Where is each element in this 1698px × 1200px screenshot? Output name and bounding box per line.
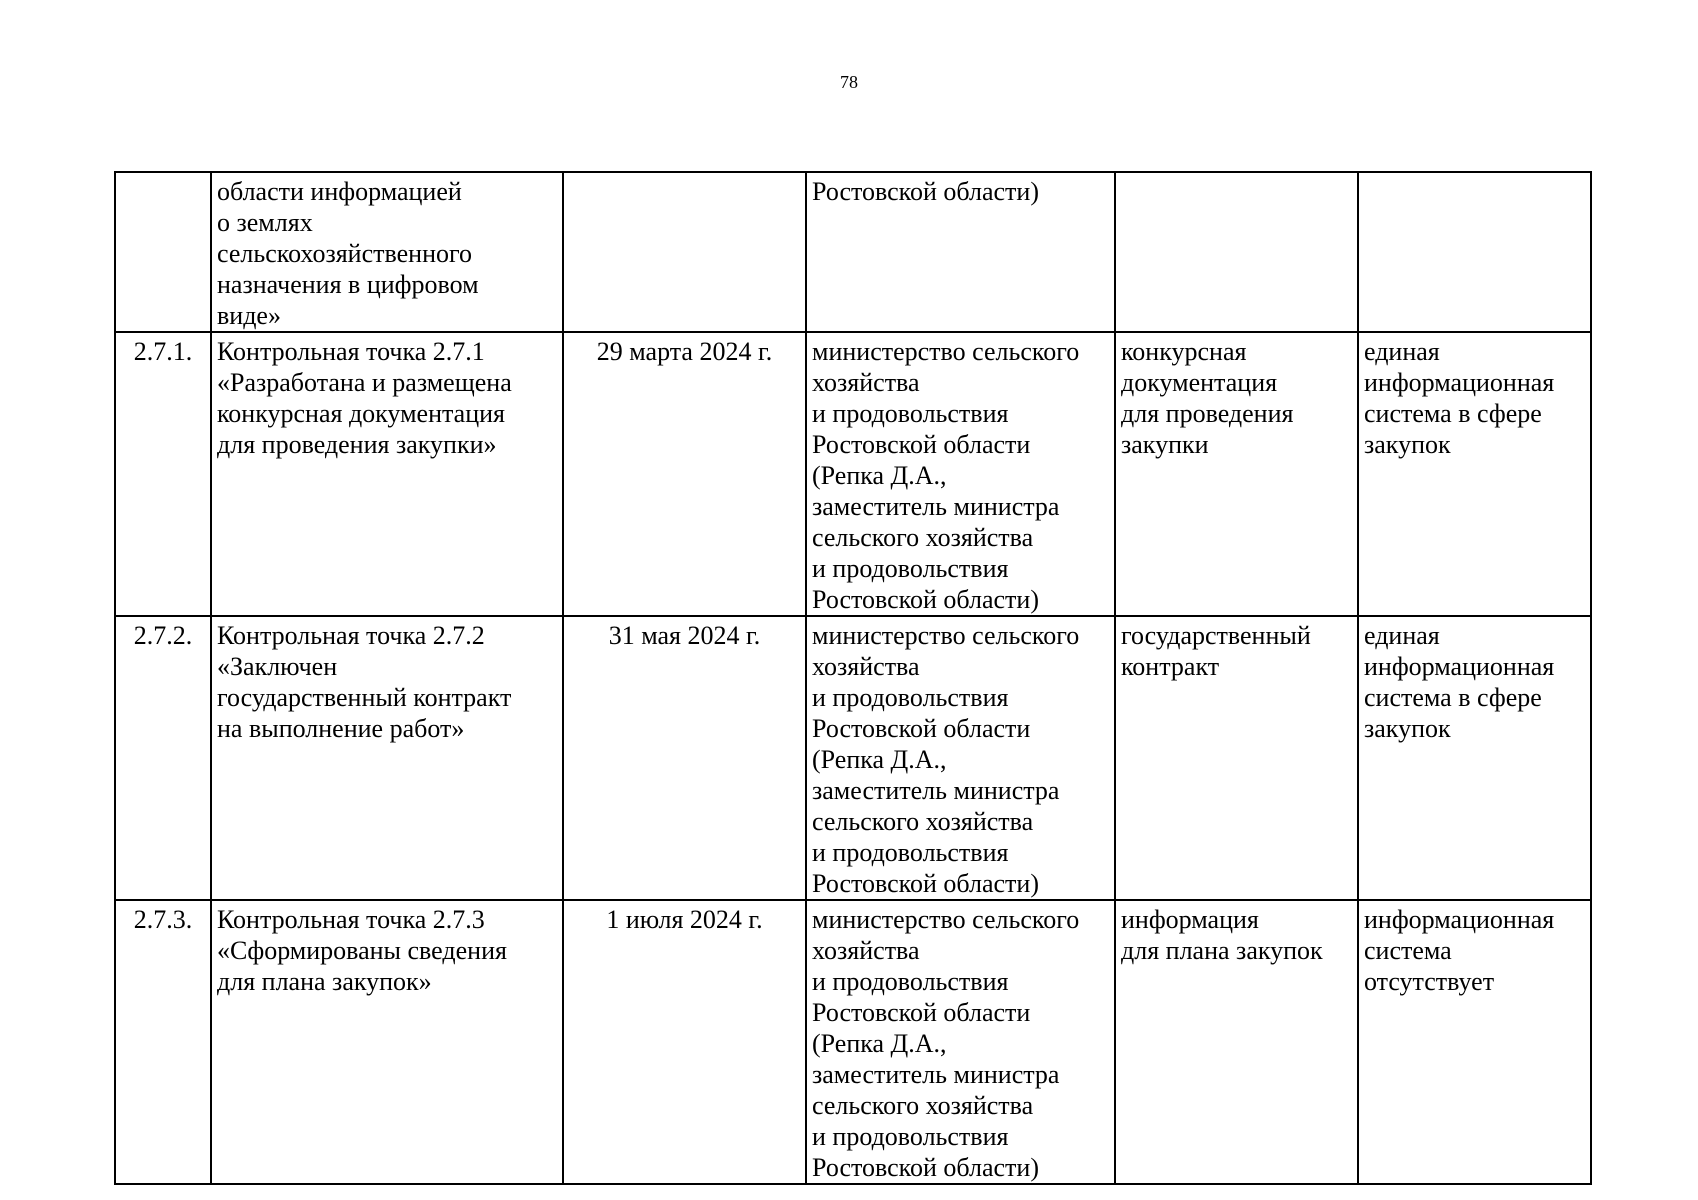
row-number-cell: 2.7.2. (115, 616, 211, 900)
table-row (115, 332, 1591, 616)
responsible-cell: министерство сельского хозяйства и продовольствия Ростовской области (Репка Д.А., заместитель министра сельского хозяйства и продовольствия Ростовской области) (806, 616, 1115, 900)
info-system-cell: единая информационная система в сфере закупок (1358, 332, 1591, 616)
info-system-cell: информационная система отсутствует (1358, 900, 1591, 1184)
responsible-cell: министерство сельского хозяйства и продовольствия Ростовской области (Репка Д.А., заместитель министра сельского хозяйства и продовольствия Ростовской области) (806, 332, 1115, 616)
page-number: 78 (840, 72, 858, 92)
deadline-cell: 29 марта 2024 г. (563, 332, 806, 616)
responsible-cell: министерство сельского хозяйства и продовольствия Ростовской области (Репка Д.А., заместитель министра сельского хозяйства и продовольствия Ростовской области) (806, 900, 1115, 1184)
control-point-name-cell: области информацией о землях сельскохозяйственного назначения в цифровом виде» (211, 172, 563, 332)
responsible-cell: Ростовской области) (806, 172, 1115, 332)
info-system-cell (1358, 172, 1591, 332)
row-number-cell: 2.7.3. (115, 900, 211, 1184)
table-row (115, 900, 1591, 1184)
control-points-table (114, 171, 1592, 1185)
deadline-cell: 31 мая 2024 г. (563, 616, 806, 900)
result-type-cell: государственный контракт (1115, 616, 1358, 900)
result-type-cell: информация для плана закупок (1115, 900, 1358, 1184)
deadline-cell: 1 июля 2024 г. (563, 900, 806, 1184)
info-system-cell: единая информационная система в сфере закупок (1358, 616, 1591, 900)
deadline-cell (563, 172, 806, 332)
row-number-cell: 2.7.1. (115, 332, 211, 616)
table-row (115, 172, 1591, 332)
control-point-name-cell: Контрольная точка 2.7.2 «Заключен государственный контракт на выполнение работ» (211, 616, 563, 900)
table-row (115, 616, 1591, 900)
result-type-cell: конкурсная документация для проведения закупки (1115, 332, 1358, 616)
control-point-name-cell: Контрольная точка 2.7.1 «Разработана и размещена конкурсная документация для проведения закупки» (211, 332, 563, 616)
row-number-cell (115, 172, 211, 332)
result-type-cell (1115, 172, 1358, 332)
control-point-name-cell: Контрольная точка 2.7.3 «Сформированы сведения для плана закупок» (211, 900, 563, 1184)
